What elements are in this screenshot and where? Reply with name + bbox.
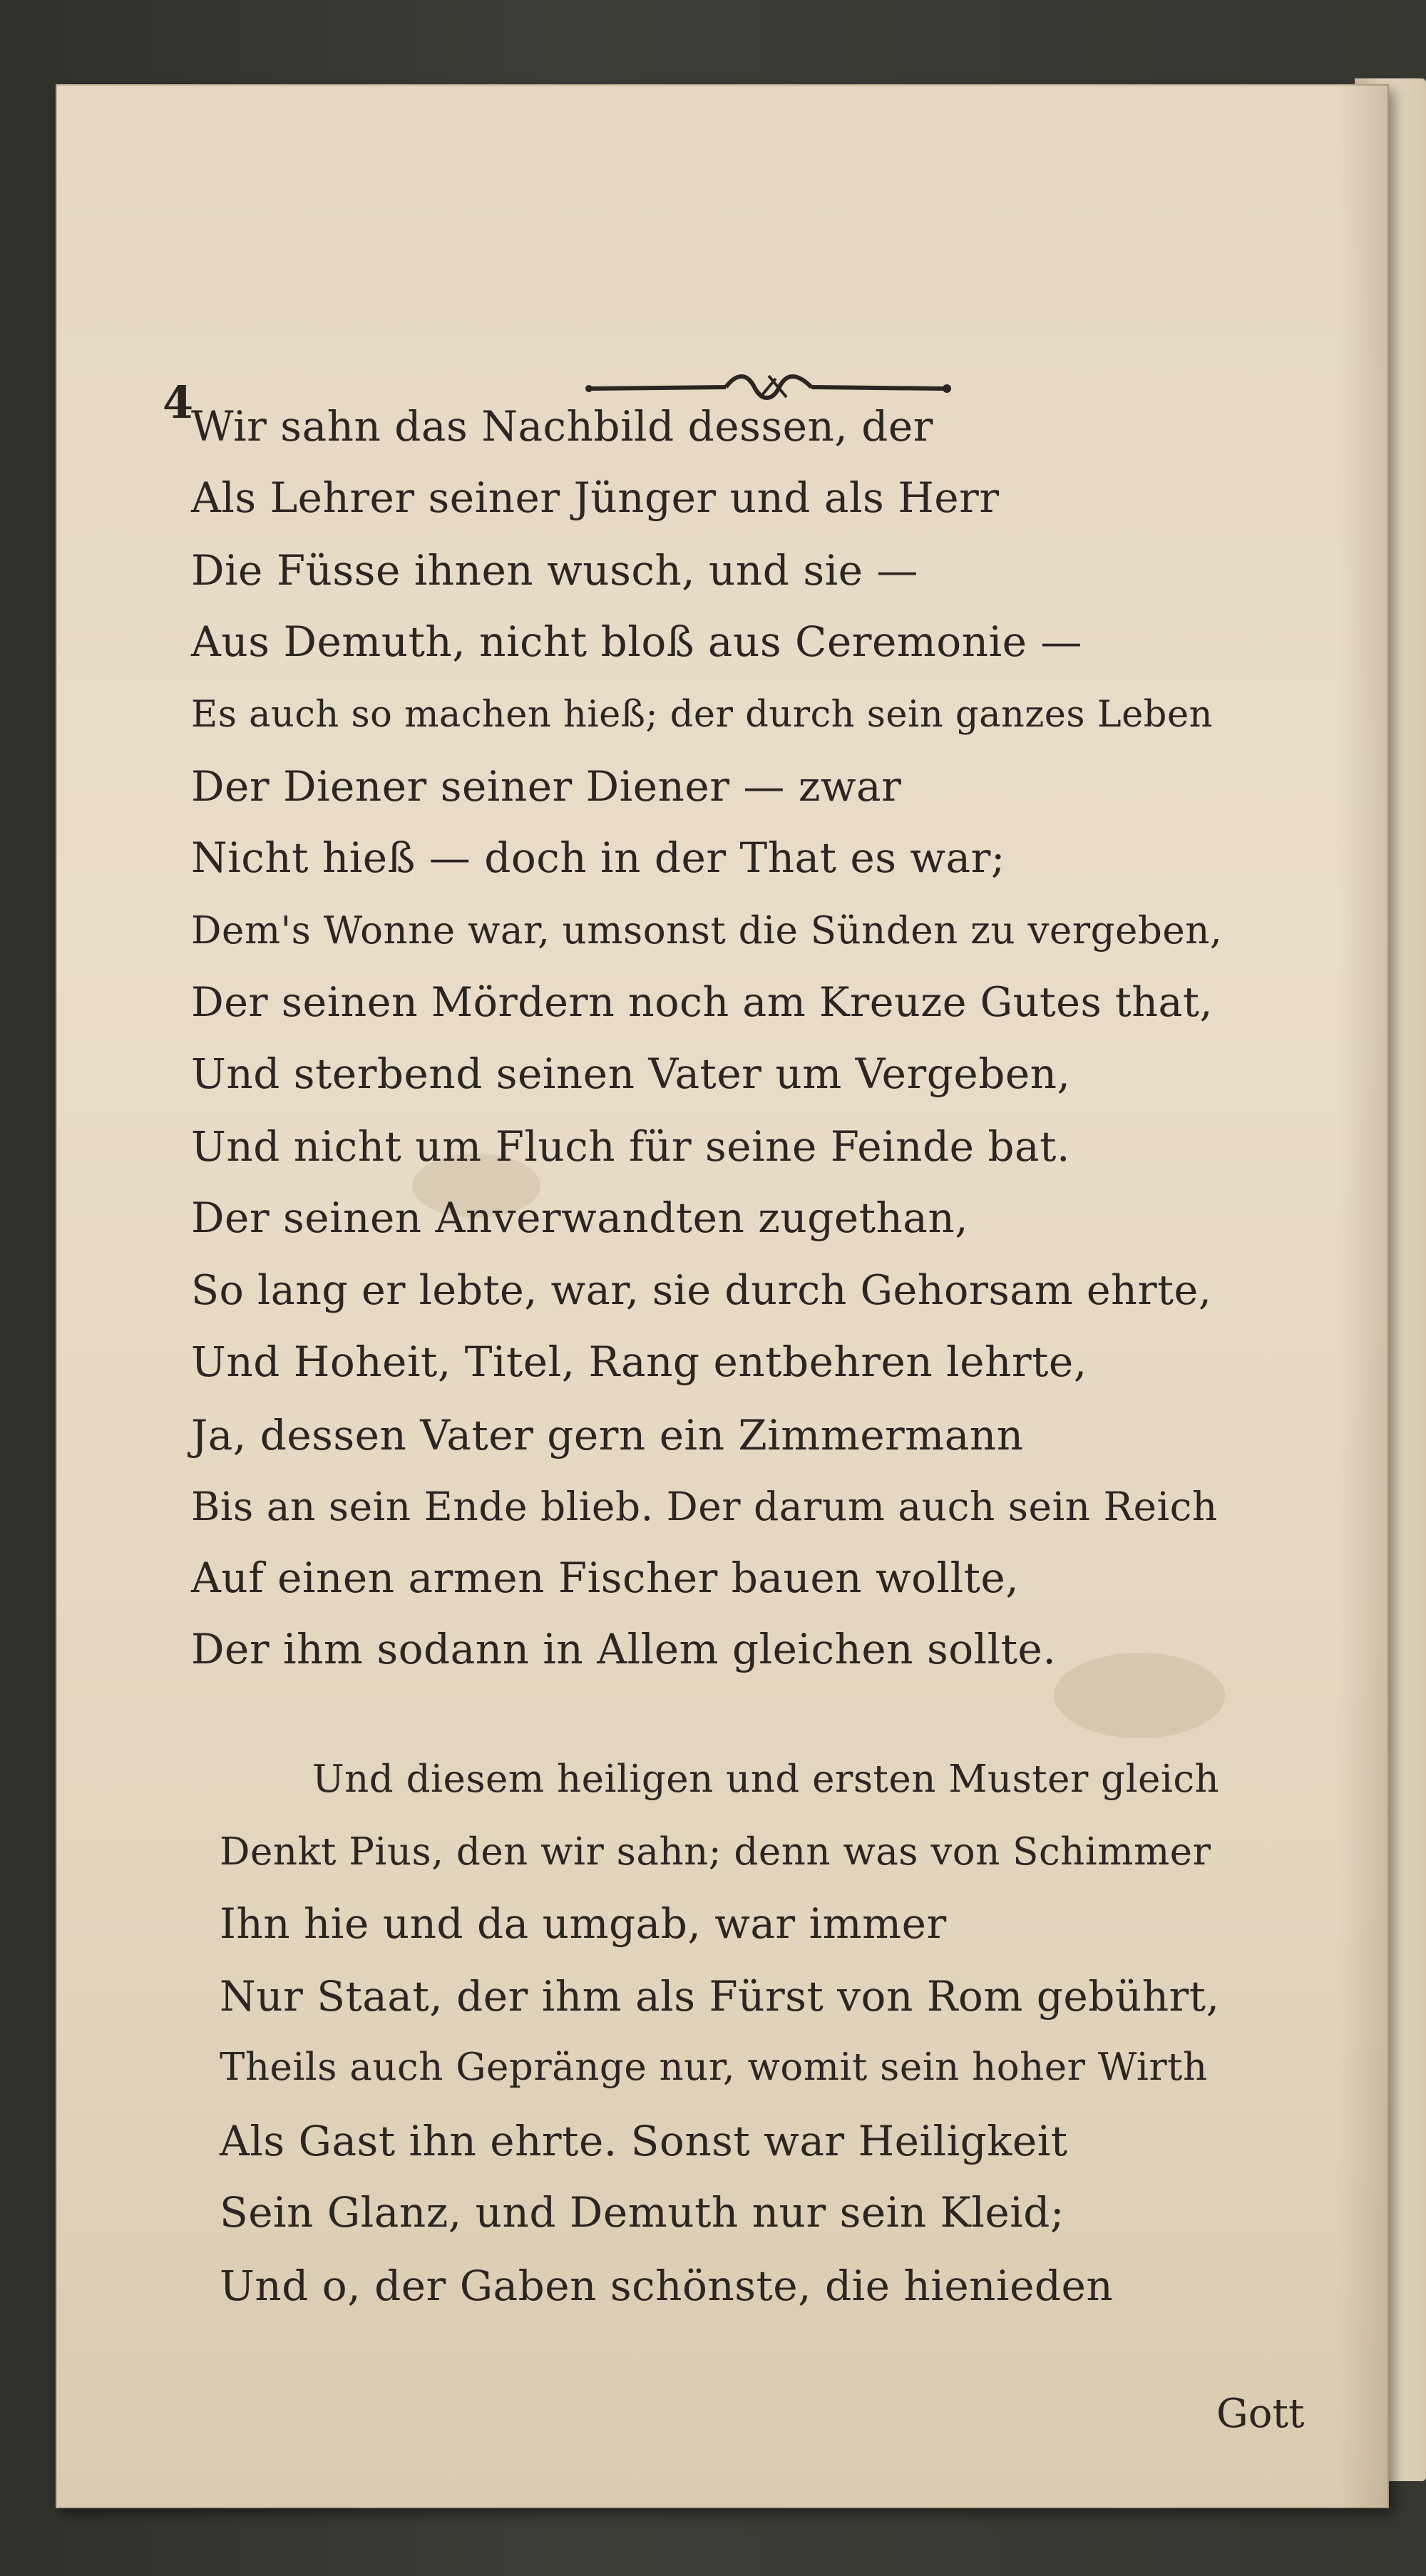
verse-line: Der Diener seiner Diener — zwar [191,762,902,811]
verse-line: Und Hoheit, Titel, Rang entbehren lehrte, [191,1338,1087,1386]
verse-line: Als Lehrer seiner Jünger und als Herr [191,473,1000,522]
book-page [56,84,1389,2508]
verse-line: Der seinen Anverwandten zugethan, [191,1194,969,1242]
verse-line: So lang er lebte, war, sie durch Gehorsam ehrte, [191,1267,1212,1314]
verse-line: Dem's Wonne war, umsonst die Sünden zu vergeben, [191,909,1223,953]
verse-line: Nicht hieß — doch in der That es war; [191,833,1005,882]
verse-line: Und diesem heiligen und ersten Muster gleich [312,1757,1220,1801]
verse-line: Und o, der Gaben schönste, die hienieden [220,2262,1114,2310]
verse-line: Aus Demuth, nicht bloß aus Ceremonie — [191,617,1082,666]
verse-line: Sein Glanz, und Demuth nur sein Kleid; [220,2188,1065,2237]
verse-line: Es auch so machen hieß; der durch sein ganzes Leben [191,694,1213,736]
verse-line: Nur Staat, der ihm als Fürst von Rom gebührt, [220,1972,1220,2021]
verse-line: Bis an sein Ende blieb. Der darum auch sein Reich [191,1484,1218,1529]
verse-line: Ihn hie und da umgab, war immer [220,1899,947,1948]
verse-line: Und nicht um Fluch für seine Feinde bat. [191,1122,1070,1171]
stanza-2 [56,84,1389,2508]
verse-line: Auf einen armen Fischer bauen wollte, [191,1554,1020,1602]
verse-line: Die Füsse ihnen wusch, und sie — [191,546,918,595]
catchword: Gott [1216,2391,1305,2437]
verse-line: Theils auch Gepränge nur, womit sein hoher Wirth [220,2046,1208,2089]
verse-line: Als Gast ihn ehrte. Sonst war Heiligkeit [220,2117,1068,2165]
verse-line: Und sterbend seinen Vater um Vergeben, [191,1050,1071,1098]
verse-line: Ja, dessen Vater gern ein Zimmermann [191,1411,1024,1459]
verse-line: Der seinen Mördern noch am Kreuze Gutes that, [191,979,1213,1026]
verse-line: Wir sahn das Nachbild dessen, der [191,402,933,451]
verse-line: Der ihm sodann in Allem gleichen sollte. [191,1625,1057,1673]
verse-line: Denkt Pius, den wir sahn; denn was von Schimmer [220,1830,1211,1874]
page-number: 4 [163,376,194,429]
